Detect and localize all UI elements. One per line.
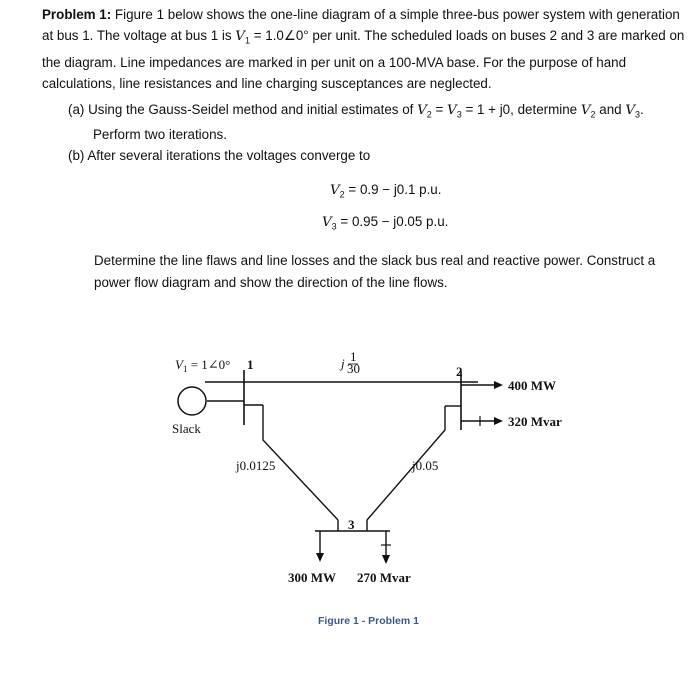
v3-symbol: V	[447, 103, 457, 118]
equals: =	[431, 102, 448, 117]
v2-subscript: 2	[426, 109, 432, 120]
v3-subscript-b: 3	[635, 109, 641, 120]
load-2-p-label: 400 MW	[508, 378, 557, 393]
v1-subscript: 1	[244, 35, 250, 46]
eq2-var: V	[322, 215, 332, 230]
period: .	[640, 102, 644, 117]
generator-icon	[178, 387, 206, 415]
load-2-p-arrow	[494, 381, 503, 389]
bus-2-label: 2	[456, 364, 463, 379]
eq2-sub: 3	[331, 221, 337, 232]
v1-symbol: V	[235, 29, 245, 44]
eq1-var: V	[330, 183, 340, 198]
determine-text: Determine the line flaws and line losses and the slack bus real and reactive power. Construct a power flow diagram and show the direction of the line flows.	[94, 253, 656, 290]
eq1-value: = 0.9 − j0.1 p.u.	[344, 182, 442, 197]
v3-symbol-b: V	[625, 103, 636, 118]
part-a-text-3: Perform two iterations.	[93, 126, 227, 142]
part-a-text-2: , determine	[510, 102, 581, 117]
v3-subscript: 3	[456, 109, 462, 120]
z23-label: j0.05	[412, 458, 439, 473]
z12-denominator: 30	[347, 361, 360, 376]
v2-symbol: V	[417, 103, 427, 118]
load-3-p-label: 300 MW	[288, 570, 337, 585]
z12-numerator: 1	[350, 349, 357, 364]
bus-1-label: 1	[247, 357, 254, 372]
part-a-text-1: Using the Gauss-Seidel method and initial estimates of	[84, 102, 418, 117]
and-word: and	[595, 102, 626, 117]
load-3-q-label: 270 Mvar	[357, 570, 411, 585]
part-b-label: (b)	[68, 148, 85, 163]
v2-subscript-b: 2	[590, 109, 596, 120]
problem-text-1: Figure 1 below shows the one-line diagram of a simple three-bus power system with generation at bus 1. The voltage at bus 1 is	[42, 7, 680, 43]
figure-caption: Figure 1 - Problem 1	[318, 615, 419, 627]
problem-heading: Problem 1:	[42, 7, 112, 22]
v1-value: = 1.0∠0°	[249, 28, 309, 43]
load-3-p-arrow	[316, 553, 324, 562]
slack-label: Slack	[172, 421, 201, 436]
part-a-label: (a)	[68, 102, 85, 117]
load-2-q-label: 320 Mvar	[508, 414, 562, 429]
initial-estimate: = 1 + j0	[461, 102, 511, 117]
eq2-value: = 0.95 − j0.05 p.u.	[336, 214, 449, 229]
bus-3-label: 3	[348, 517, 355, 532]
v2-symbol-b: V	[580, 103, 591, 118]
z12-j: j	[341, 356, 345, 371]
load-3-q-arrow	[382, 555, 390, 564]
problem-text-2: per unit. The scheduled loads on buses 2 and 3 are marked on the diagram. Line impedances are marked in per unit on a 100-MVA base. For the purpose of hand calculations, line resistances and line charging susceptances are neglected.	[42, 28, 685, 91]
load-2-q-arrow	[494, 417, 503, 425]
z13-label: j0.0125	[236, 458, 276, 473]
part-b-text: After several iterations the voltages converge to	[84, 148, 371, 163]
v1-label: $V_1$ = 1∠0°	[175, 357, 231, 374]
eq1-sub: 2	[339, 189, 345, 200]
